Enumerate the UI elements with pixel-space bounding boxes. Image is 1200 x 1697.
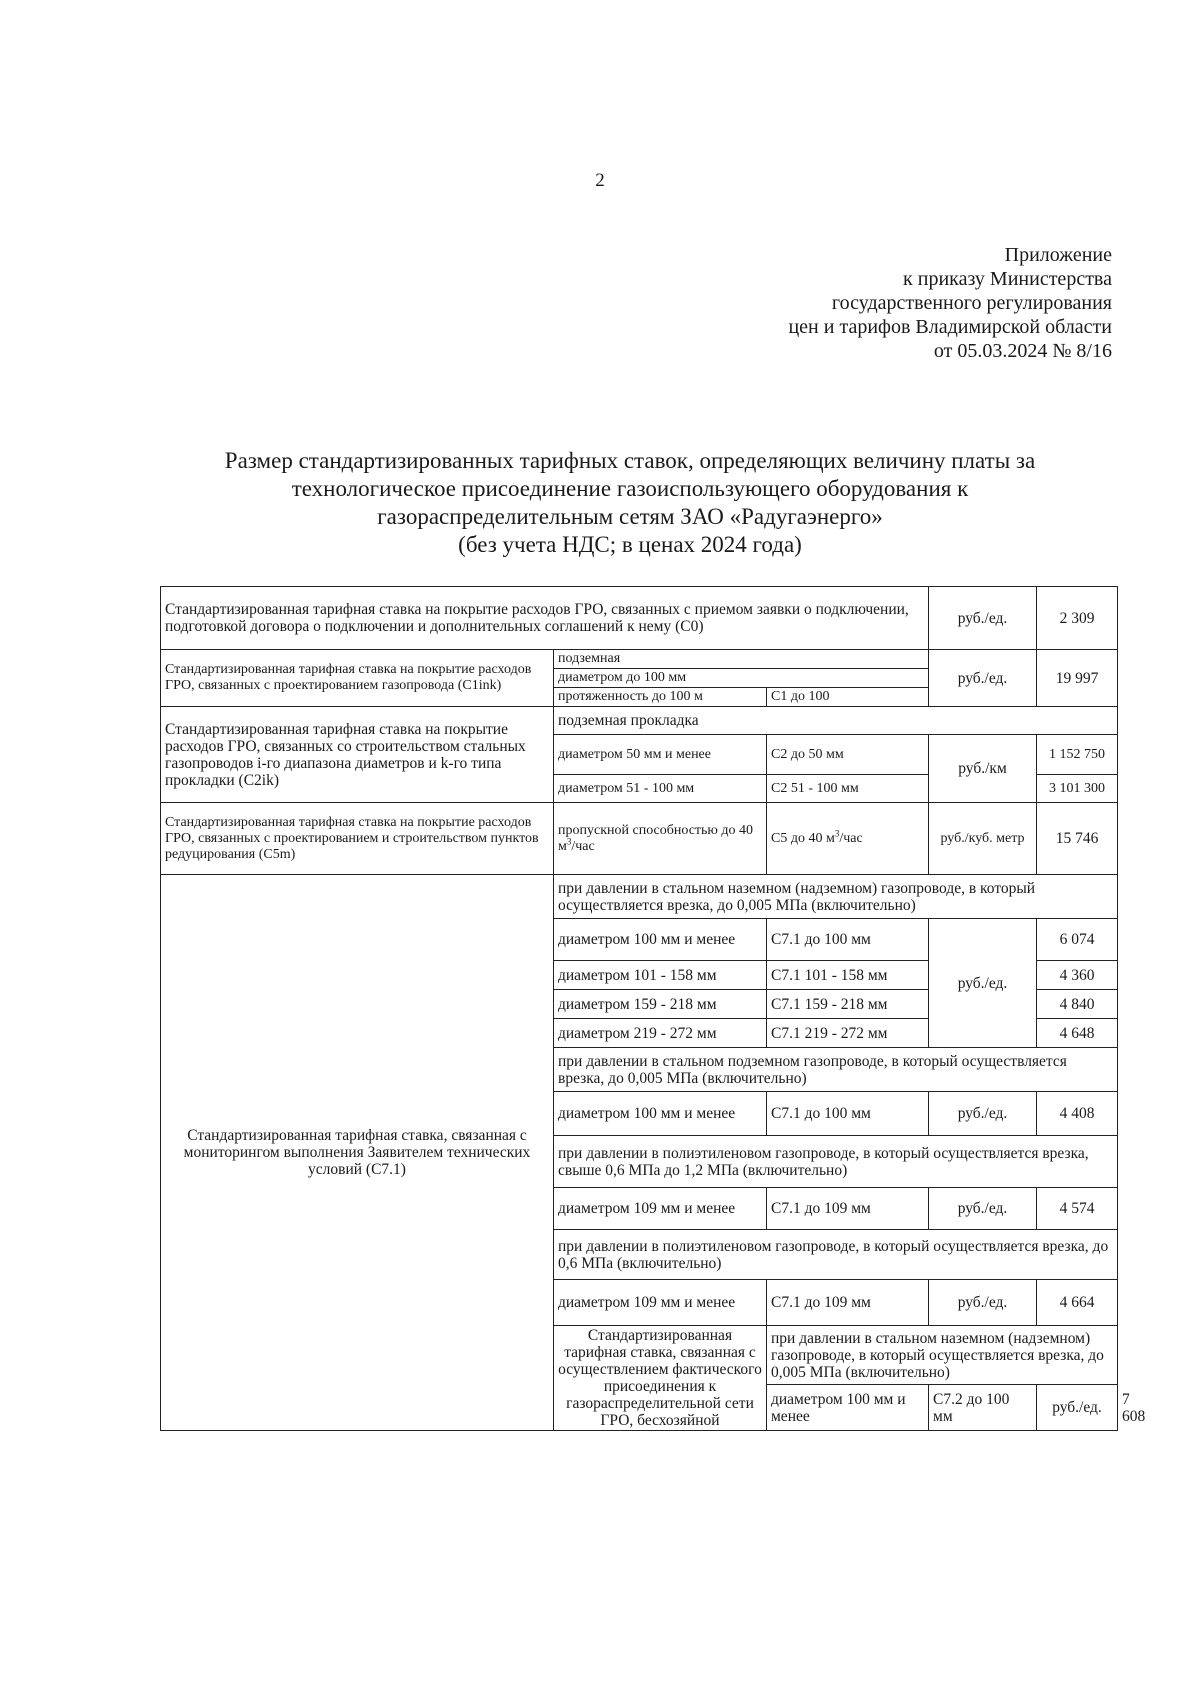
capacity-cell [554, 803, 767, 875]
group-header: при давлении в стальном подземном газопроводе, в который осуществляется врезка, до 0,005 МПа (включительно) [554, 1048, 1118, 1092]
group-header: при давлении в полиэтиленовом газопроводе, в который осуществляется врезка, до 0,6 МПа (включительно) [554, 1230, 1118, 1280]
rate-description-c5: Стандартизированная тарифная ставка на покрытие расходов ГРО, связанных с проектированием и строительством пунктов редуцирования (C5m) [161, 803, 554, 875]
diameter-cell: диаметром 109 мм и менее [554, 1280, 767, 1326]
code-cell: C7.1 до 109 мм [767, 1188, 929, 1230]
diameter-cell: диаметром 100 мм и менее [554, 1092, 767, 1136]
rate-description-c2: Стандартизированная тарифная ставка на покрытие расходов ГРО, связанных со строительством стальных газопроводов i-го диапазона диаметров и k-го типа прокладки (C2ik) [161, 707, 554, 803]
unit-cell: руб./ед. [929, 1092, 1037, 1136]
appendix-line: к приказу Министерства [903, 268, 1112, 290]
code-suffix: /час [839, 830, 863, 846]
unit-cell: руб./ед. [929, 1188, 1037, 1230]
code-cell: C7.1 до 100 мм [767, 919, 929, 961]
diameter-cell: диаметром 219 - 272 мм [554, 1019, 767, 1048]
appendix-line: государственного регулирования [831, 292, 1112, 314]
laying-type-cell: подземная [554, 650, 929, 669]
diameter-cell: диаметром 51 - 100 мм [554, 775, 767, 803]
code-cell: C7.2 до 100 мм [929, 1385, 1037, 1431]
unit-cell: руб./куб. метр [929, 803, 1037, 875]
code-cell: C7.1 219 - 272 мм [767, 1019, 929, 1048]
diameter-cell: диаметром 159 - 218 мм [554, 990, 767, 1019]
table-row [161, 803, 1118, 875]
rate-description-c72: Стандартизированная тарифная ставка, связанная с осуществлением фактического присоединения к газораспределительной сети ГРО, бесхозяйной [554, 1326, 767, 1431]
code-cell: C7.1 до 100 мм [767, 1092, 929, 1136]
code-cell: C2 51 - 100 мм [767, 775, 929, 803]
diameter-cell: диаметром до 100 мм [554, 669, 929, 688]
appendix-line: от 05.03.2024 № 8/16 [933, 340, 1112, 362]
group-header: при давлении в стальном наземном (надземном) газопроводе, в который осуществляется врезка, до 0,005 МПа (включительно) [554, 875, 1118, 919]
title-line: (без учета НДС; в ценах 2024 года) [458, 532, 802, 557]
value-cell: 6 074 [1037, 919, 1118, 961]
code-cell: C7.1 159 - 218 мм [767, 990, 929, 1019]
value-cell: 3 101 300 [1037, 775, 1118, 803]
unit-cell: руб./ед. [929, 919, 1037, 1048]
appendix-line: Приложение [1004, 244, 1112, 266]
group-header: при давлении в стальном наземном (надземном) газопроводе, в который осуществляется врезка, до 0,005 МПа (включительно) [767, 1326, 1118, 1385]
unit-cell: руб./ед. [1037, 1385, 1118, 1431]
unit-cell: руб./ед. [929, 650, 1037, 707]
value-cell: 4 840 [1037, 990, 1118, 1019]
table-row [161, 650, 1118, 669]
diameter-cell: диаметром 101 - 158 мм [554, 961, 767, 990]
code-cell: C1 до 100 [767, 688, 929, 707]
code-cell [767, 803, 929, 875]
tariff-rates-table [160, 586, 1146, 1431]
diameter-cell: диаметром 100 мм и менее [554, 919, 767, 961]
code-cell: C7.1 101 - 158 мм [767, 961, 929, 990]
unit-cell: руб./км [929, 735, 1037, 803]
code-cell: C2 до 50 мм [767, 735, 929, 775]
capacity-sup: 3 [566, 835, 572, 846]
title-line: Размер стандартизированных тарифных ставок, определяющих величину платы за [224, 448, 1036, 473]
appendix-header [788, 243, 1112, 363]
title-line: газораспределительным сетям ЗАО «Радугаэнерго» [377, 504, 883, 529]
length-cell: протяженность до 100 м [554, 688, 767, 707]
code-text: C5 до 40 м [771, 830, 835, 846]
rate-description-c71: Стандартизированная тарифная ставка, связанная с мониторингом выполнения Заявителем технических условий (C7.1) [161, 875, 554, 1431]
diameter-cell: диаметром 50 мм и менее [554, 735, 767, 775]
value-cell: 19 997 [1037, 650, 1118, 707]
value-cell: 4 360 [1037, 961, 1118, 990]
value-cell: 1 152 750 [1037, 735, 1118, 775]
capacity-text: пропускной способностью до 40 м [558, 822, 754, 854]
table-row [161, 875, 1118, 919]
document-title [150, 447, 1110, 559]
diameter-cell: диаметром 100 мм и менее [767, 1385, 929, 1431]
table-row: диаметром 100 мм и менее C7.2 до 100 мм руб./ед. 7 608 [161, 1385, 1118, 1431]
value-cell: 4 648 [1037, 1019, 1118, 1048]
value-cell: 4 574 [1037, 1188, 1118, 1230]
capacity-suffix: /час [571, 838, 595, 854]
page-number: 2 [595, 170, 605, 191]
title-line: технологическое присоединение газоиспользующего оборудования к [291, 476, 969, 501]
appendix-line: цен и тарифов Владимирской области [788, 316, 1112, 338]
value-cell: 4 664 [1037, 1280, 1118, 1326]
value-cell: 15 746 [1037, 803, 1118, 875]
value-cell: 4 408 [1037, 1092, 1118, 1136]
laying-type-cell: подземная прокладка [554, 707, 1118, 735]
table-row [161, 587, 1118, 650]
group-header: при давлении в полиэтиленовом газопроводе, в который осуществляется врезка, свыше 0,6 МПа до 1,2 МПа (включительно) [554, 1136, 1118, 1188]
code-sup: 3 [834, 827, 840, 838]
unit-cell: руб./ед. [929, 587, 1037, 650]
rate-description-c0: Стандартизированная тарифная ставка на покрытие расходов ГРО, связанных с приемом заявки о подключении, подготовкой договора о подключении и дополнительных соглашений к нему (C0) [161, 587, 929, 650]
unit-cell: руб./ед. [929, 1280, 1037, 1326]
diameter-cell: диаметром 109 мм и менее [554, 1188, 767, 1230]
code-cell: C7.1 до 109 мм [767, 1280, 929, 1326]
table-row [161, 707, 1118, 735]
rate-description-c1: Стандартизированная тарифная ставка на покрытие расходов ГРО, связанных с проектированием газопровода (C1ink) [161, 650, 554, 707]
value-cell: 2 309 [1037, 587, 1118, 650]
